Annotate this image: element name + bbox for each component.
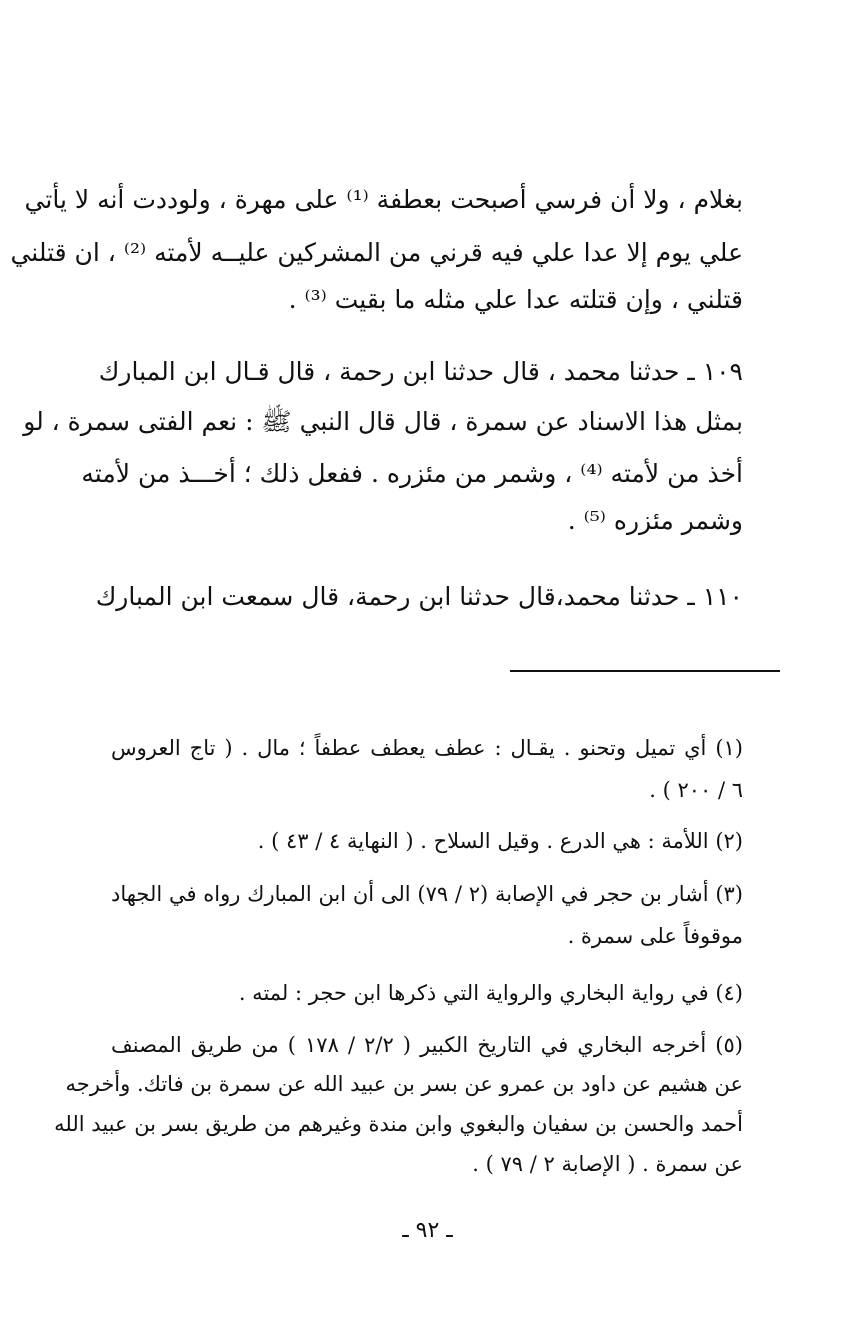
hadith-109-line: أخذ من لأمته ⁽⁴⁾ ، وشمر من مئزره . ففعل ذلك ؛ أخـــذ من لأمته bbox=[81, 459, 743, 488]
hadith-109-line: وشمر مئزره ⁽⁵⁾ . bbox=[567, 506, 743, 535]
hadith-109-line: بمثل هذا الاسناد عن سمرة ، قال قال النبي ﷺ : نعم الفتى سمرة ، لو bbox=[23, 407, 743, 436]
footnote-separator bbox=[510, 670, 780, 672]
footnote-4-line: (٤) في رواية البخاري والرواية التي ذكرها ابن حجر : لمته . bbox=[238, 981, 743, 1005]
footnote-3-line: موقوفاً على سمرة . bbox=[567, 924, 743, 948]
footnote-1-line: (١) أي تميل وتحنو . يقـال : عطف يعطف عطفاً ؛ مال . ( تاج العروس bbox=[111, 736, 743, 760]
footnote-2-line: (٢) اللأمة : هي الدرع . وقيل السلاح . ( النهاية ٤ / ٤٣ ) . bbox=[257, 829, 743, 853]
hadith-109-line: ١٠٩ ـ حدثنا محمد ، قال حدثنا ابن رحمة ، قال قـال ابن المبارك bbox=[98, 357, 743, 386]
footnote-5-line: عن سمرة . ( الإصابة ٢ / ٧٩ ) . bbox=[472, 1152, 743, 1176]
footnote-1-line: ٦ / ٢٠٠ ) . bbox=[649, 778, 743, 802]
hadith-110-line: ١١٠ ـ حدثنا محمد،قال حدثنا ابن رحمة، قال سمعت ابن المبارك bbox=[95, 582, 743, 611]
footnote-5-line: (٥) أخرجه البخاري في التاريخ الكبير ( ٢/٢ / ١٧٨ ) من طريق المصنف bbox=[111, 1033, 743, 1057]
body-line: بغلام ، ولا أن فرسي أصبحت بعطفة ⁽¹⁾ على مهرة ، ولوددت أنه لا يأتي bbox=[24, 185, 743, 214]
page-number: ـ ٩٢ ـ bbox=[402, 1218, 453, 1243]
body-line: علي يوم إلا عدا علي فيه قرني من المشركين عليــه لأمته ⁽²⁾ ، ان قتلني bbox=[10, 238, 743, 267]
footnote-5-line: أحمد والحسن بن سفيان والبغوي وابن مندة وغيرهم من طريق بسر بن عبيد الله bbox=[54, 1112, 743, 1136]
body-line: قتلني ، وإن قتلته عدا علي مثله ما بقيت ⁽³⁾ . bbox=[288, 285, 743, 314]
footnote-3-line: (٣) أشار بن حجر في الإصابة (٢ / ٧٩) الى أن ابن المبارك رواه في الجهاد bbox=[111, 882, 743, 906]
footnote-5-line: عن هشيم عن داود بن عمرو عن بسر بن عبيد الله عن سمرة بن فاتك. وأخرجه bbox=[65, 1072, 743, 1096]
